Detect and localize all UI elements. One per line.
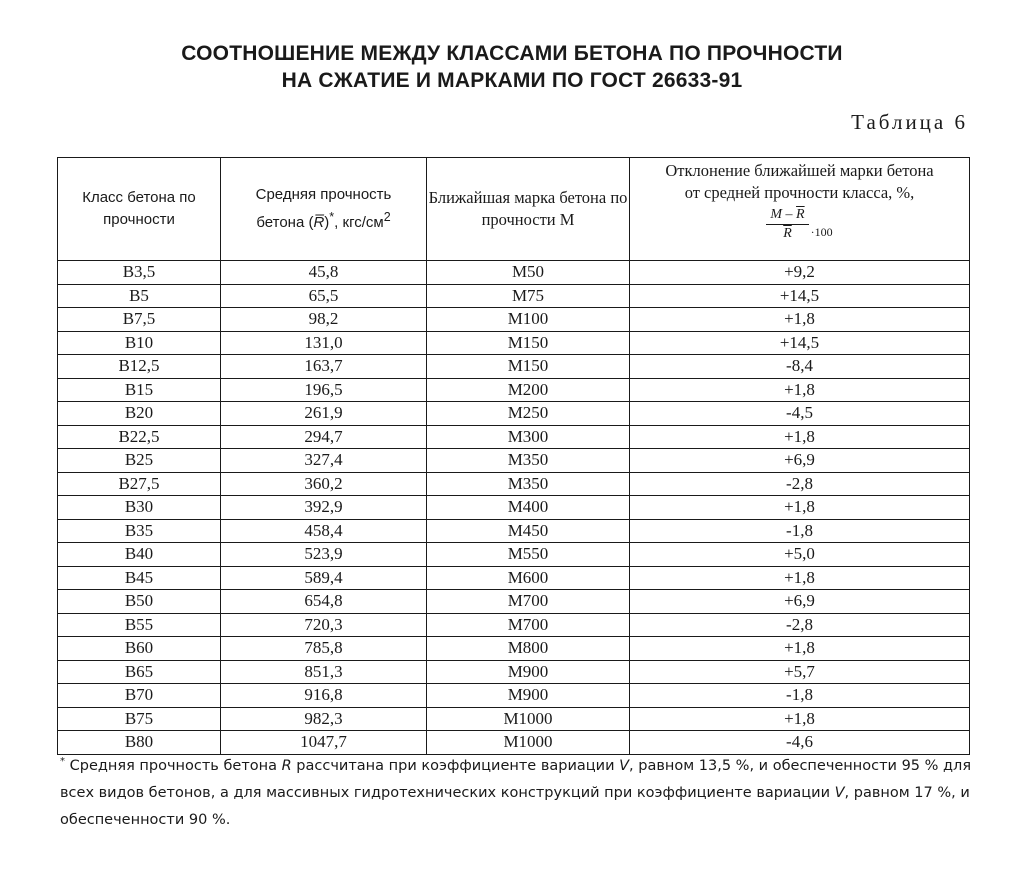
header-deviation-line1: Отклонение ближайшей марки бетона (665, 161, 934, 180)
cell-average-strength: 720,3 (221, 613, 427, 637)
cell-nearest-grade: M400 (427, 496, 630, 520)
cell-deviation: +6,9 (630, 590, 970, 614)
header-strength-close: ) (324, 214, 330, 231)
table-row (58, 543, 970, 567)
formula-minus: – (782, 207, 797, 222)
table-row (58, 402, 970, 426)
cell-deviation: +1,8 (630, 378, 970, 402)
cell-average-strength: 523,9 (221, 543, 427, 567)
cell-deviation: +14,5 (630, 284, 970, 308)
cell-average-strength: 458,4 (221, 519, 427, 543)
footnote-text-4: , равном 17 %, и обеспеченности 90 %. (60, 785, 970, 828)
header-nearest-grade: Ближайшая марка бетона по прочности М (427, 158, 630, 261)
cell-average-strength: 327,4 (221, 449, 427, 473)
cell-average-strength: 65,5 (221, 284, 427, 308)
footnote-text-1: Средняя прочность бетона (65, 758, 282, 774)
formula-fraction (766, 206, 808, 243)
cell-average-strength: 916,8 (221, 684, 427, 708)
table-row (58, 613, 970, 637)
footnote-text-3: , равном 13,5 %, и обеспеченности 95 % для всех видов бетонов, а для массивных гидротехнических конструкций при коэффициенте вариации (60, 758, 972, 801)
cell-concrete-class: B60 (58, 637, 221, 661)
table-row (58, 519, 970, 543)
footnote (60, 748, 980, 834)
title-line-1: СООТНОШЕНИЕ МЕЖДУ КЛАССАМИ БЕТОНА ПО ПРОЧНОСТИ (181, 42, 843, 65)
table-row (58, 355, 970, 379)
table-row (58, 308, 970, 332)
cell-concrete-class: B5 (58, 284, 221, 308)
cell-nearest-grade: M350 (427, 449, 630, 473)
cell-nearest-grade: M75 (427, 284, 630, 308)
footnote-v2: V (834, 785, 845, 801)
table-row (58, 378, 970, 402)
cell-average-strength: 392,9 (221, 496, 427, 520)
cell-deviation: +6,9 (630, 449, 970, 473)
cell-nearest-grade: M700 (427, 613, 630, 637)
table-row (58, 684, 970, 708)
cell-deviation: +1,8 (630, 308, 970, 332)
footnote-v1: V (619, 758, 630, 774)
cell-nearest-grade: M200 (427, 378, 630, 402)
cell-nearest-grade: M100 (427, 308, 630, 332)
cell-nearest-grade: M150 (427, 355, 630, 379)
table-row (58, 637, 970, 661)
cell-nearest-grade: M350 (427, 472, 630, 496)
cell-average-strength: 1047,7 (221, 731, 427, 755)
formula-denominator: R (783, 226, 792, 241)
document-title (0, 40, 1024, 94)
cell-concrete-class: B22,5 (58, 425, 221, 449)
table-row (58, 660, 970, 684)
cell-deviation: -1,8 (630, 519, 970, 543)
cell-average-strength: 785,8 (221, 637, 427, 661)
table-row (58, 707, 970, 731)
cell-concrete-class: B7,5 (58, 308, 221, 332)
cell-average-strength: 851,3 (221, 660, 427, 684)
table-row (58, 472, 970, 496)
cell-deviation: +5,7 (630, 660, 970, 684)
cell-concrete-class: B45 (58, 566, 221, 590)
header-strength-line2 (256, 210, 391, 231)
cell-average-strength: 360,2 (221, 472, 427, 496)
table-row (58, 496, 970, 520)
header-strength-prefix: бетона ( (256, 214, 314, 231)
cell-concrete-class: B35 (58, 519, 221, 543)
cell-nearest-grade: M900 (427, 684, 630, 708)
cell-deviation: -8,4 (630, 355, 970, 379)
cell-average-strength: 654,8 (221, 590, 427, 614)
r-bar-symbol: R̅ (313, 214, 325, 231)
table-header-row (58, 158, 970, 261)
cell-concrete-class: B30 (58, 496, 221, 520)
cell-nearest-grade: M250 (427, 402, 630, 426)
table-row (58, 284, 970, 308)
cell-concrete-class: B80 (58, 731, 221, 755)
cell-concrete-class: B75 (58, 707, 221, 731)
cell-nearest-grade: M1000 (427, 707, 630, 731)
formula-numerator (766, 206, 808, 225)
cell-nearest-grade: M150 (427, 331, 630, 355)
cell-deviation: +9,2 (630, 261, 970, 285)
cell-average-strength: 261,9 (221, 402, 427, 426)
cell-average-strength: 131,0 (221, 331, 427, 355)
cell-concrete-class: B12,5 (58, 355, 221, 379)
table-row (58, 425, 970, 449)
header-strength-line1: Средняя прочность (255, 186, 392, 203)
footnote-star: * (60, 756, 65, 767)
title-line-2: НА СЖАТИЕ И МАРКАМИ ПО ГОСТ 26633-91 (281, 69, 743, 92)
cell-concrete-class: B55 (58, 613, 221, 637)
cell-deviation: +5,0 (630, 543, 970, 567)
table-row (58, 566, 970, 590)
cell-average-strength: 294,7 (221, 425, 427, 449)
table-row (58, 590, 970, 614)
cell-concrete-class: B20 (58, 402, 221, 426)
header-concrete-class: Класс бетона по прочности (58, 158, 221, 261)
formula-multiplier: ·100 (810, 224, 833, 239)
cell-deviation: -2,8 (630, 472, 970, 496)
cell-deviation: -1,8 (630, 684, 970, 708)
cell-deviation: +14,5 (630, 331, 970, 355)
cell-concrete-class: B3,5 (58, 261, 221, 285)
cell-concrete-class: B40 (58, 543, 221, 567)
table-body (58, 261, 970, 755)
footnote-text-2: рассчитана при коэффициенте вариации (291, 758, 620, 774)
header-average-strength (221, 158, 427, 261)
cell-deviation: -4,5 (630, 402, 970, 426)
footnote-r: R (281, 758, 292, 774)
cell-nearest-grade: M50 (427, 261, 630, 285)
cell-nearest-grade: M450 (427, 519, 630, 543)
cell-deviation: -2,8 (630, 613, 970, 637)
cell-concrete-class: B70 (58, 684, 221, 708)
header-strength-star: * (329, 210, 335, 224)
cell-nearest-grade: M800 (427, 637, 630, 661)
cell-concrete-class: B50 (58, 590, 221, 614)
cell-deviation: +1,8 (630, 637, 970, 661)
cell-nearest-grade: M600 (427, 566, 630, 590)
cell-average-strength: 98,2 (221, 308, 427, 332)
formula-r-numerator: $\overline{R}$ (796, 207, 805, 222)
header-deviation (630, 158, 970, 261)
cell-nearest-grade: M700 (427, 590, 630, 614)
table-row (58, 449, 970, 473)
cell-concrete-class: B27,5 (58, 472, 221, 496)
cell-deviation: +1,8 (630, 707, 970, 731)
cell-nearest-grade: M300 (427, 425, 630, 449)
header-strength-unit: , кгс/см (334, 214, 384, 231)
cell-concrete-class: B10 (58, 331, 221, 355)
cell-concrete-class: B65 (58, 660, 221, 684)
cell-deviation: -4,6 (630, 731, 970, 755)
header-deviation-line2: от средней прочности класса, %, (684, 183, 915, 202)
cell-deviation: +1,8 (630, 425, 970, 449)
concrete-class-table (57, 157, 970, 755)
cell-deviation: +1,8 (630, 496, 970, 520)
cell-average-strength: 589,4 (221, 566, 427, 590)
cell-average-strength: 196,5 (221, 378, 427, 402)
table-row (58, 331, 970, 355)
header-strength-unit-sup: 2 (383, 210, 391, 224)
cell-nearest-grade: M1000 (427, 731, 630, 755)
cell-nearest-grade: M550 (427, 543, 630, 567)
cell-average-strength: 163,7 (221, 355, 427, 379)
formula-m: M (770, 207, 783, 222)
cell-nearest-grade: M900 (427, 660, 630, 684)
cell-average-strength: 45,8 (221, 261, 427, 285)
cell-deviation: +1,8 (630, 566, 970, 590)
table-row (58, 261, 970, 285)
cell-average-strength: 982,3 (221, 707, 427, 731)
cell-concrete-class: B25 (58, 449, 221, 473)
deviation-formula (766, 206, 832, 243)
cell-concrete-class: B15 (58, 378, 221, 402)
table-number-label: Таблица 6 (851, 110, 968, 134)
